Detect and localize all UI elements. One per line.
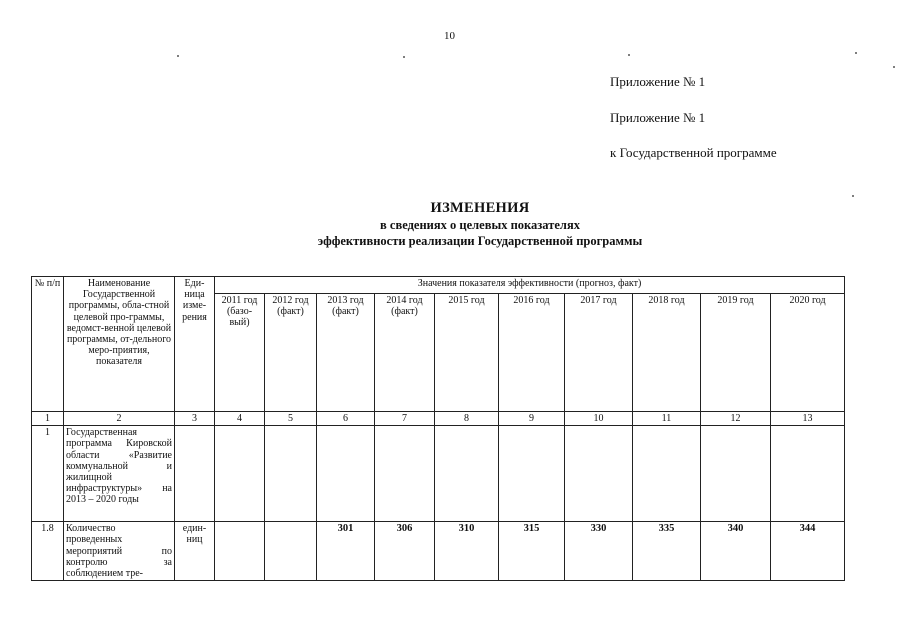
scan-speck [855,52,857,54]
row-value: 335 [633,522,701,581]
row-value [317,426,375,522]
row-value [375,426,435,522]
document-subtitle-2: эффективности реализации Государственной программы [317,234,643,248]
column-number: 6 [317,412,375,426]
scan-speck [852,195,854,197]
table-row [32,426,845,522]
row-value [435,426,499,522]
appendix-line-2: Приложение № 1 [610,110,706,125]
column-number: 13 [771,412,845,426]
row-value [499,426,565,522]
row-name: Государственная программа Кировской области «Развитие коммунальной и жилищной инфраструктуры» на 2013 – 2020 годы [64,426,175,522]
column-number: 10 [565,412,633,426]
column-number: 7 [375,412,435,426]
column-number: 12 [701,412,771,426]
column-number: 11 [633,412,701,426]
row-value: 301 [317,522,375,581]
column-number: 5 [265,412,317,426]
header-year: 2012 год (факт) [265,294,317,412]
header-values: Значения показателя эффективности (прогноз, факт) [215,277,845,294]
header-year: 2020 год [771,294,845,412]
column-number: 2 [64,412,175,426]
row-value: 306 [375,522,435,581]
column-number: 9 [499,412,565,426]
scan-speck [403,56,405,58]
header-year: 2018 год [633,294,701,412]
row-num: 1 [32,426,64,522]
row-value [771,426,845,522]
row-num: 1.8 [32,522,64,581]
column-number: 3 [175,412,215,426]
scan-speck [628,54,630,56]
column-number: 4 [215,412,265,426]
row-value [215,522,265,581]
page-number: 10 [444,30,455,42]
appendix-line-1: Приложение № 1 [610,74,706,89]
column-number-row [32,412,845,426]
header-year: 2014 год (факт) [375,294,435,412]
scan-speck [893,66,895,68]
row-unit: един-ниц [175,522,215,581]
row-value: 315 [499,522,565,581]
row-value: 344 [771,522,845,581]
row-unit [175,426,215,522]
row-value: 330 [565,522,633,581]
document-title: ИЗМЕНЕНИЯ [430,200,530,216]
row-value: 340 [701,522,771,581]
table-row [32,522,845,581]
row-value [633,426,701,522]
row-value [565,426,633,522]
header-year: 2011 год (базо-вый) [215,294,265,412]
column-number: 8 [435,412,499,426]
header-num: № п/п [32,277,64,412]
appendix-line-3: к Государственной программе [610,145,777,160]
row-value [701,426,771,522]
scan-speck [177,55,179,57]
indicators-table [31,276,845,581]
header-year: 2016 год [499,294,565,412]
row-value [265,426,317,522]
header-year: 2015 год [435,294,499,412]
header-year: 2019 год [701,294,771,412]
header-row-1 [32,277,845,294]
column-number: 1 [32,412,64,426]
row-value [215,426,265,522]
document-subtitle-1: в сведениях о целевых показателях [380,218,580,232]
header-year: 2017 год [565,294,633,412]
header-name: Наименование Государственной программы, обла-стной целевой про-граммы, ведомст-венной целевой программы, от-дельного меро-приятия, показателя [64,277,175,412]
header-unit: Еди-ница изме-рения [175,277,215,412]
row-name: Количество проведенных мероприятий по контролю за соблюдением тре- [64,522,175,581]
header-year: 2013 год (факт) [317,294,375,412]
row-value: 310 [435,522,499,581]
row-value [265,522,317,581]
